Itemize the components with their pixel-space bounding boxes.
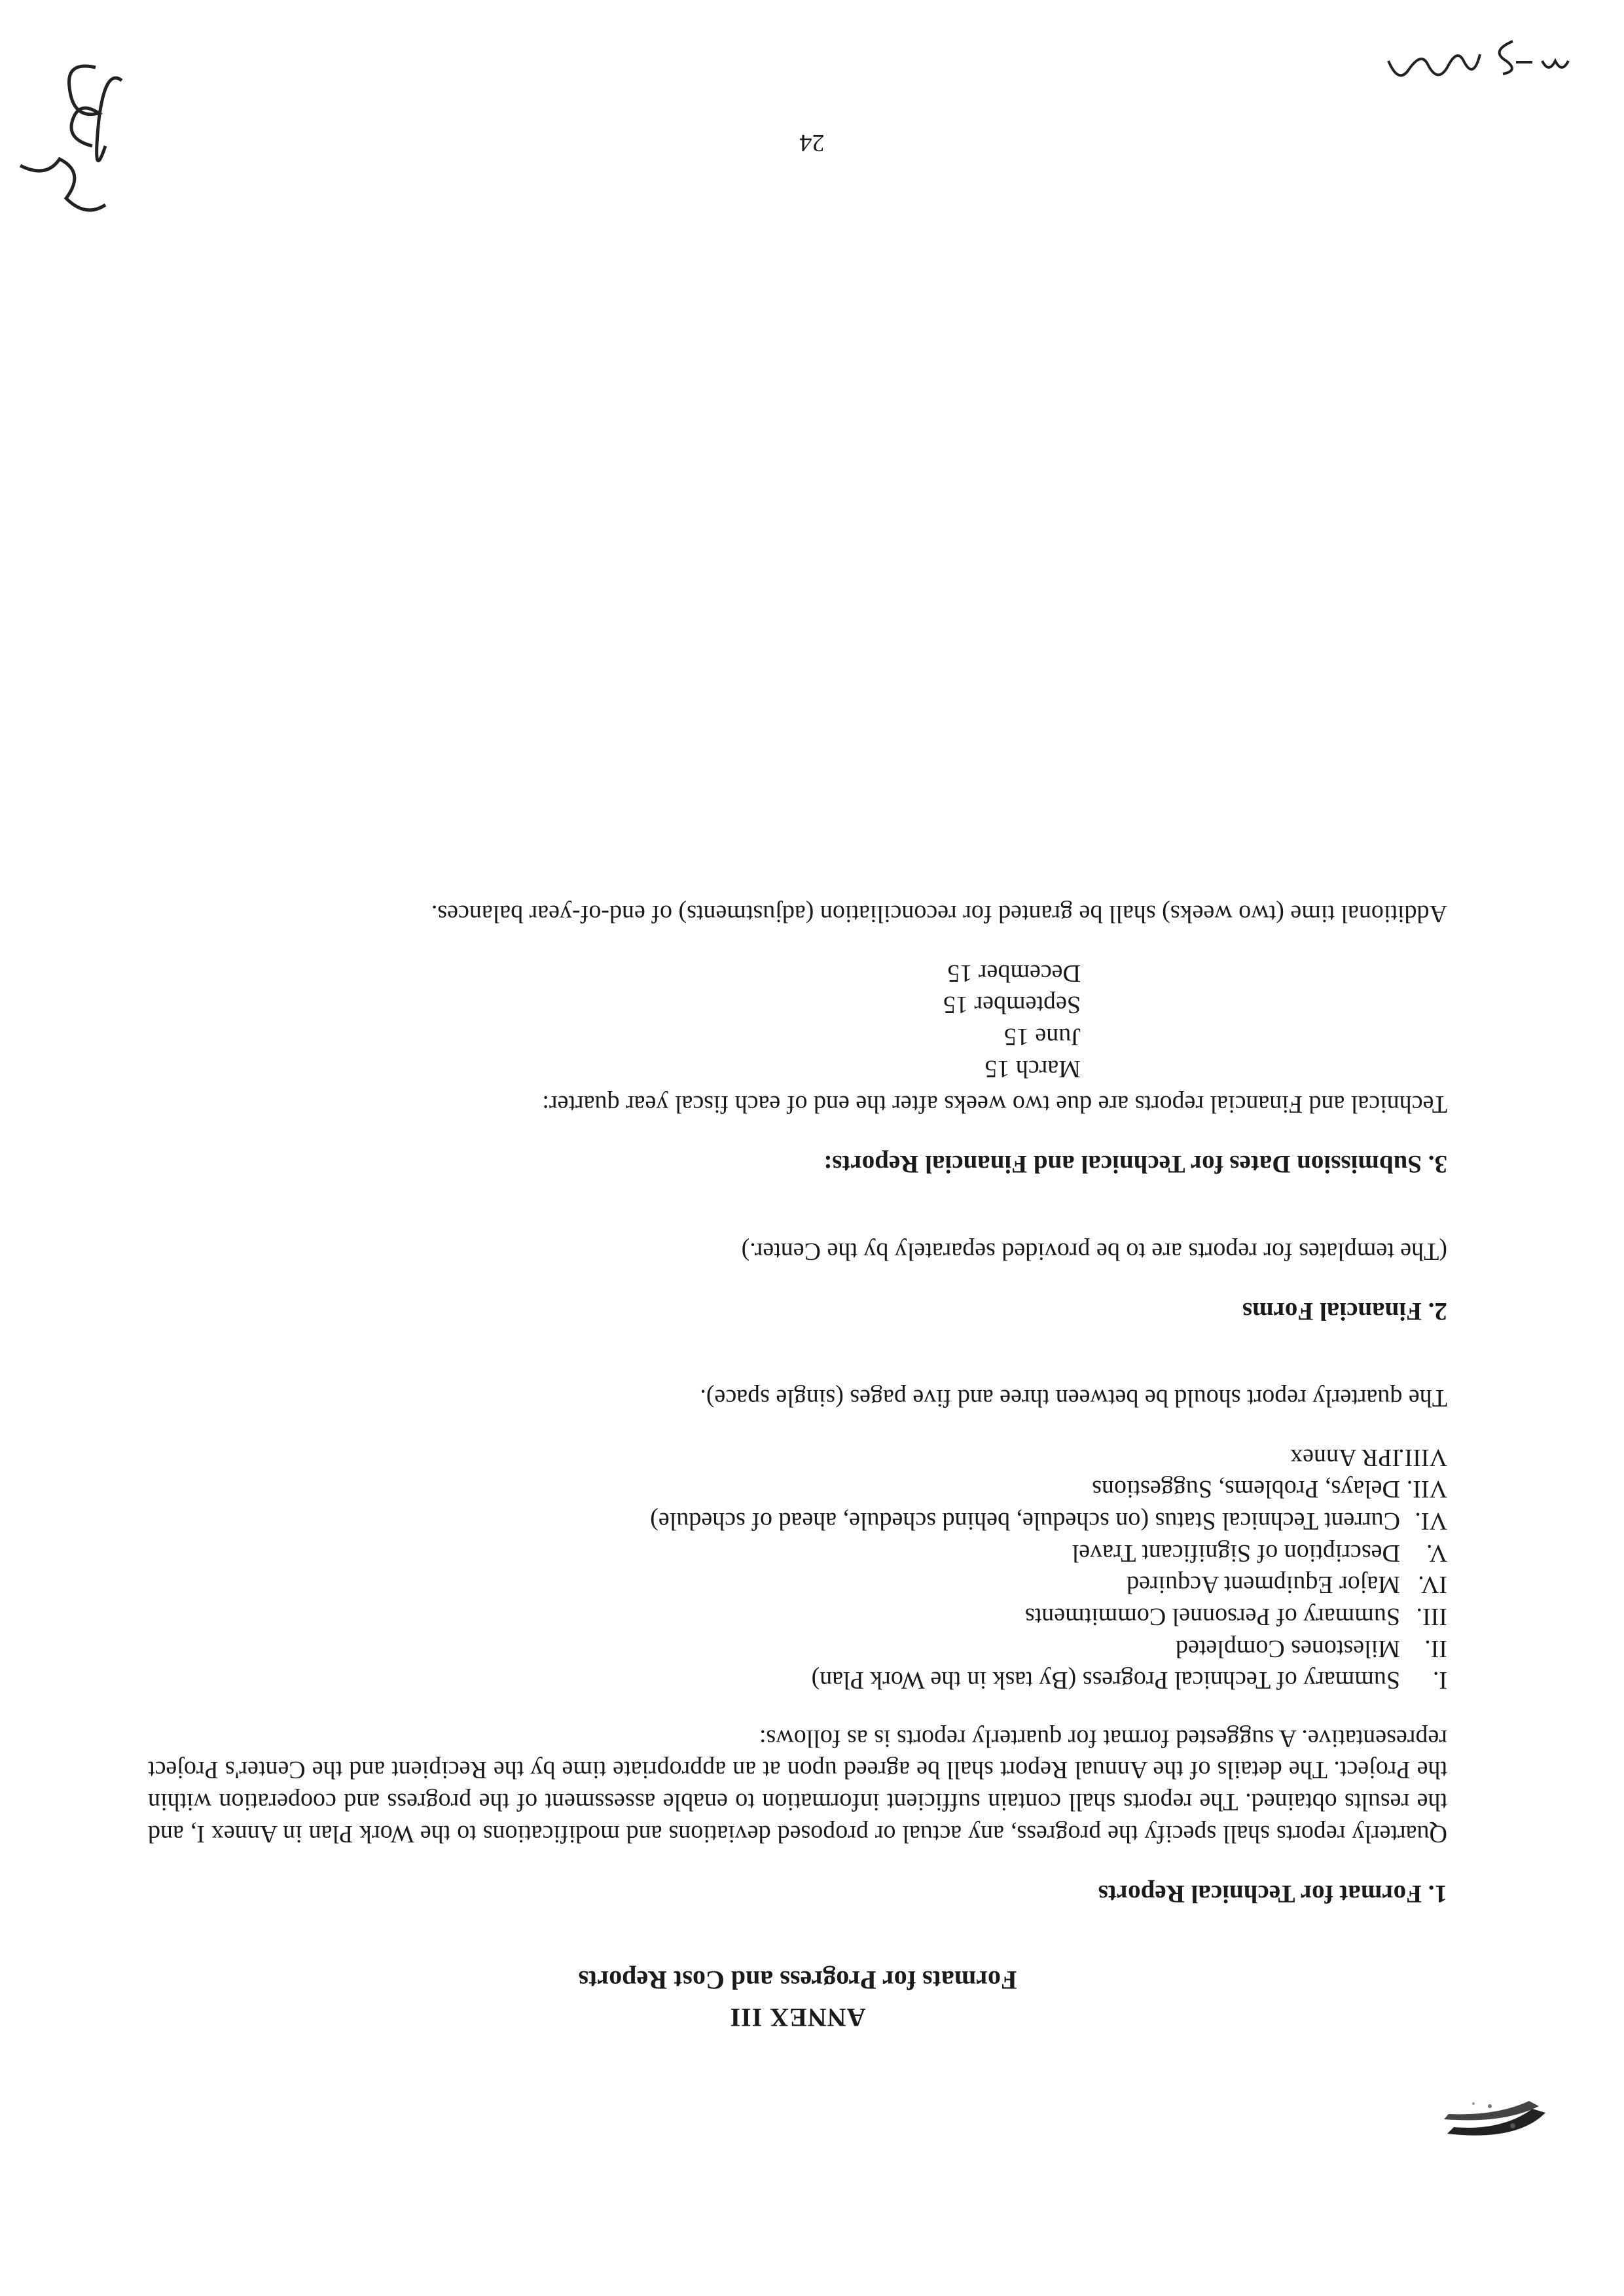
list-item-number: VII. bbox=[1406, 1475, 1447, 1503]
list-item bbox=[148, 1632, 1447, 1664]
submission-dates-intro: Technical and Financial reports are due two weeks after the end of each fiscal year quarter: bbox=[542, 1090, 1447, 1119]
list-item-text: Major Equipment Acquired bbox=[1127, 1571, 1400, 1599]
submission-date: March 15 bbox=[984, 1054, 1081, 1083]
submission-date: September 15 bbox=[943, 991, 1081, 1019]
annex-subtitle: Formats for Progress and Cost Reports bbox=[578, 1965, 1017, 1995]
submission-date: June 15 bbox=[1003, 1022, 1081, 1050]
list-item-number: III. bbox=[1416, 1602, 1447, 1630]
list-item-number: VIII. bbox=[1398, 1443, 1447, 1471]
technical-reports-paragraph: Quarterly reports shall specify the progress, any actual or proposed deviations and modifications to the Work Plan in Annex I, and the results obtained. The reports shall contain sufficient information to enable assessment of the progress and cooperation within the Project. The details of the Annual Report shall be agreed upon at an appropriate time by the Recipient and the Center's Project representative. A suggested format for quarterly reports is as follows: bbox=[148, 1724, 1447, 1848]
list-item-text: Description of Significant Travel bbox=[1072, 1539, 1400, 1567]
list-item bbox=[148, 1664, 1447, 1696]
list-item bbox=[148, 1473, 1447, 1505]
list-item-text: Delays, Problems, Suggestions bbox=[1092, 1475, 1400, 1503]
list-item-number: II. bbox=[1424, 1634, 1447, 1662]
list-item bbox=[148, 1537, 1447, 1569]
annex-title: ANNEX III bbox=[729, 2003, 866, 2032]
handwritten-note-icon bbox=[1356, 28, 1578, 100]
document-body bbox=[148, 897, 1447, 2034]
list-item-number: I. bbox=[1432, 1666, 1447, 1695]
submission-dates-list bbox=[148, 957, 1447, 1085]
stamp-logo-icon bbox=[1441, 2093, 1552, 2152]
list-item-number: V. bbox=[1426, 1539, 1447, 1567]
report-format-list bbox=[148, 1441, 1447, 1696]
submission-date: December 15 bbox=[947, 959, 1081, 987]
list-item-text: IPR Annex bbox=[1290, 1443, 1400, 1471]
quarterly-report-length-note: The quarterly report should be between three and five pages (single space). bbox=[700, 1384, 1447, 1412]
list-item-number: IV. bbox=[1418, 1571, 1447, 1599]
list-item-text: Milestones Completed bbox=[1175, 1634, 1400, 1662]
list-item bbox=[148, 1441, 1447, 1473]
section-technical-reports-heading: 1. Format for Technical Reports bbox=[1098, 1879, 1447, 1908]
list-item bbox=[148, 1569, 1447, 1601]
list-item bbox=[148, 1600, 1447, 1632]
list-item-text: Current Technical Status (on schedule, behind schedule, ahead of schedule) bbox=[650, 1507, 1400, 1535]
handwritten-initials-icon bbox=[1, 15, 132, 224]
reconciliation-note: Additional time (two weeks) shall be granted for reconciliation (adjustments) of end-of-year balances. bbox=[431, 900, 1447, 928]
page-number: 24 bbox=[799, 129, 825, 156]
list-item bbox=[148, 1505, 1447, 1537]
list-item-text: Summary of Personnel Commitments bbox=[1024, 1602, 1400, 1630]
financial-forms-paragraph: (The templates for reports are to be provided separately by the Center.) bbox=[741, 1237, 1447, 1265]
list-item-number: VI. bbox=[1415, 1507, 1447, 1535]
section-submission-dates-heading: 3. Submission Dates for Technical and Financial Reports: bbox=[823, 1150, 1447, 1179]
section-financial-forms-heading: 2. Financial Forms bbox=[1242, 1297, 1447, 1325]
list-item-text: Summary of Technical Progress (By task in the Work Plan) bbox=[811, 1666, 1400, 1695]
